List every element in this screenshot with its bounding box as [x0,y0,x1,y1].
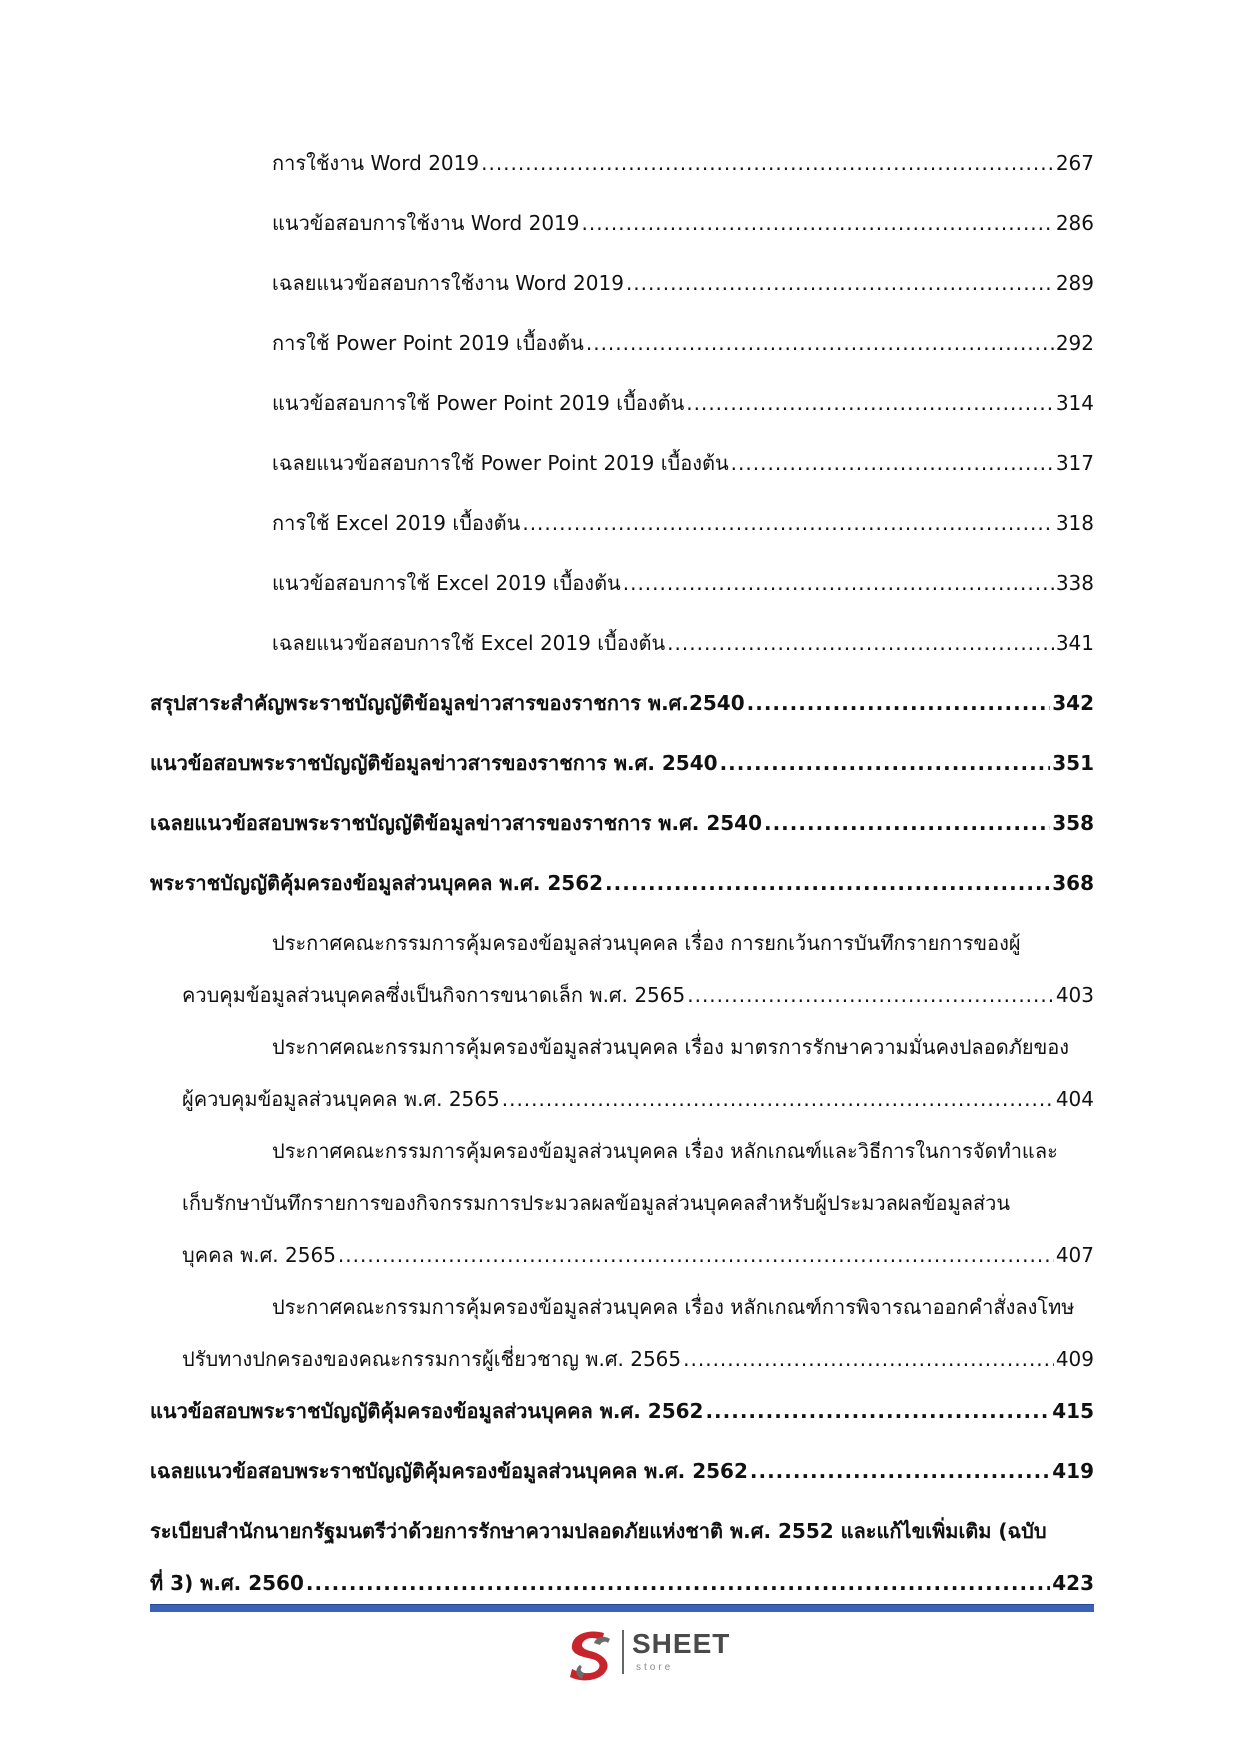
toc-entry-line: ผู้ควบคุมข้อมูลส่วนบุคคล พ.ศ. 2565 [182,1087,500,1111]
toc-entry-page: 267 [1055,151,1094,175]
toc-entry-page: 314 [1055,391,1094,415]
leader-dots [731,450,1054,476]
toc-entry-line: บุคคล พ.ศ. 2565 [182,1243,336,1267]
toc-chapter[interactable] [150,750,1094,810]
toc-entry[interactable] [150,510,1094,570]
logo-subtext: store [636,1662,674,1673]
logo-divider [622,1630,624,1674]
leader-dots [720,750,1051,776]
leader-dots [683,1346,1054,1372]
toc-chapter[interactable] [150,870,1094,930]
toc-chapter-page: 419 [1052,1459,1094,1483]
toc-entry-page: 403 [1055,983,1094,1007]
toc-chapter[interactable] [150,1458,1094,1518]
toc-chapter-title: เฉลยแนวข้อสอบพระราชบัญญัติข้อมูลข่าวสารของราชการ พ.ศ. 2540 [150,811,762,835]
toc-entry-title: เฉลยแนวข้อสอบการใช้งาน Word 2019 [272,271,624,295]
toc-entry-line: ประกาศคณะกรรมการคุ้มครองข้อมูลส่วนบุคคล เรื่อง หลักเกณฑ์และวิธีการในการจัดทำและ [272,1139,1058,1163]
leader-dots [502,1086,1054,1112]
toc-entry-page: 318 [1055,511,1094,535]
leader-dots [686,390,1054,416]
toc-entry-line: ปรับทางปกครองของคณะกรรมการผู้เชี่ยวชาญ พ.ศ. 2565 [182,1347,682,1371]
leader-dots [747,690,1051,716]
leader-dots [522,510,1053,536]
leader-dots [750,1458,1050,1484]
toc-chapter-page: 351 [1052,751,1094,775]
toc-chapter-title: เฉลยแนวข้อสอบพระราชบัญญัติคุ้มครองข้อมูลส่วนบุคคล พ.ศ. 2562 [150,1459,748,1483]
toc-entry-line: ประกาศคณะกรรมการคุ้มครองข้อมูลส่วนบุคคล เรื่อง หลักเกณฑ์การพิจารณาออกคำสั่งลงโทษ [272,1295,1075,1319]
toc-entry-multiline[interactable] [150,1034,1094,1138]
toc-entry-title: เฉลยแนวข้อสอบการใช้ Power Point 2019 เบื้องต้น [272,451,729,475]
toc-entry[interactable] [150,270,1094,330]
leader-dots [705,1398,1050,1424]
toc-entry[interactable] [150,450,1094,510]
toc-entry-multiline[interactable] [150,1138,1094,1294]
toc-chapter-title: แนวข้อสอบพระราชบัญญัติคุ้มครองข้อมูลส่วนบุคคล พ.ศ. 2562 [150,1399,704,1423]
toc-chapter-page: 415 [1052,1399,1094,1423]
toc-chapter-title: สรุปสาระสำคัญพระราชบัญญัติข้อมูลข่าวสารของราชการ พ.ศ.2540 [150,691,745,715]
toc-entry[interactable] [150,390,1094,450]
leader-dots [338,1242,1054,1268]
leader-dots [667,630,1054,656]
toc-entry-title: แนวข้อสอบการใช้ Excel 2019 เบื้องต้น [272,571,621,595]
toc-chapter-page: 342 [1052,691,1094,715]
leader-dots [687,982,1054,1008]
toc-entry-title: แนวข้อสอบการใช้งาน Word 2019 [272,211,580,235]
toc-entry[interactable] [150,630,1094,690]
toc-entry-title: การใช้งาน Word 2019 [272,151,480,175]
leader-dots [623,570,1054,596]
toc-entry-multiline[interactable] [150,1294,1094,1398]
toc-entry-line: ควบคุมข้อมูลส่วนบุคคลซึ่งเป็นกิจการขนาดเล็ก พ.ศ. 2565 [182,983,686,1007]
toc-entry-line: ประกาศคณะกรรมการคุ้มครองข้อมูลส่วนบุคคล เรื่อง การยกเว้นการบันทึกรายการของผู้ [272,931,1021,955]
toc-chapter-title: พระราชบัญญัติคุ้มครองข้อมูลส่วนบุคคล พ.ศ. 2562 [150,871,604,895]
logo-text: SHEET [632,1628,731,1659]
toc-entry-page: 289 [1055,271,1094,295]
toc-chapter[interactable] [150,1398,1094,1458]
toc-entry[interactable] [150,570,1094,630]
toc-entry-page: 404 [1055,1087,1094,1111]
toc-chapter-page: 368 [1052,871,1094,895]
toc-chapter-page: 358 [1052,811,1094,835]
toc-entry-title: เฉลยแนวข้อสอบการใช้ Excel 2019 เบื้องต้น [272,631,666,655]
toc-chapter-line: ที่ 3) พ.ศ. 2560 [150,1571,304,1595]
toc-entry-page: 317 [1055,451,1094,475]
leader-dots [481,150,1054,176]
toc-chapter[interactable] [150,690,1094,750]
toc-entry-page: 286 [1055,211,1094,235]
toc-entry-title: แนวข้อสอบการใช้ Power Point 2019 เบื้องต้น [272,391,685,415]
toc-entry-page: 407 [1055,1243,1094,1267]
leader-dots [582,210,1054,236]
leader-dots [764,810,1050,836]
toc-chapter[interactable] [150,810,1094,870]
leader-dots [586,330,1054,356]
toc-entry[interactable] [150,330,1094,390]
toc-entry-title: การใช้ Power Point 2019 เบื้องต้น [272,331,584,355]
leader-dots [306,1570,1050,1596]
toc-chapter-line: ระเบียบสำนักนายกรัฐมนตรีว่าด้วยการรักษาความปลอดภัยแห่งชาติ พ.ศ. 2552 และแก้ไขเพิ่มเติม (ฉบับ [150,1519,1047,1543]
leader-dots [605,870,1050,896]
footer-rule [150,1604,1094,1612]
toc-entry[interactable] [150,150,1094,210]
toc-chapter-title: แนวข้อสอบพระราชบัญญัติข้อมูลข่าวสารของราชการ พ.ศ. 2540 [150,751,718,775]
toc-entry-line: ประกาศคณะกรรมการคุ้มครองข้อมูลส่วนบุคคล เรื่อง มาตรการรักษาความมั่นคงปลอดภัยของ [272,1035,1070,1059]
table-of-contents [150,150,1094,1622]
leader-dots [626,270,1054,296]
toc-entry-page: 409 [1055,1347,1094,1371]
toc-entry-page: 292 [1055,331,1094,355]
toc-entry-page: 341 [1055,631,1094,655]
toc-entry-multiline[interactable] [150,930,1094,1034]
toc-entry[interactable] [150,210,1094,270]
toc-entry-page: 338 [1055,571,1094,595]
toc-entry-title: การใช้ Excel 2019 เบื้องต้น [272,511,521,535]
toc-entry-line: เก็บรักษาบันทึกรายการของกิจกรรมการประมวลผลข้อมูลส่วนบุคคลสำหรับผู้ประมวลผลข้อมูลส่วน [182,1191,1011,1215]
toc-chapter-page: 423 [1052,1571,1094,1595]
